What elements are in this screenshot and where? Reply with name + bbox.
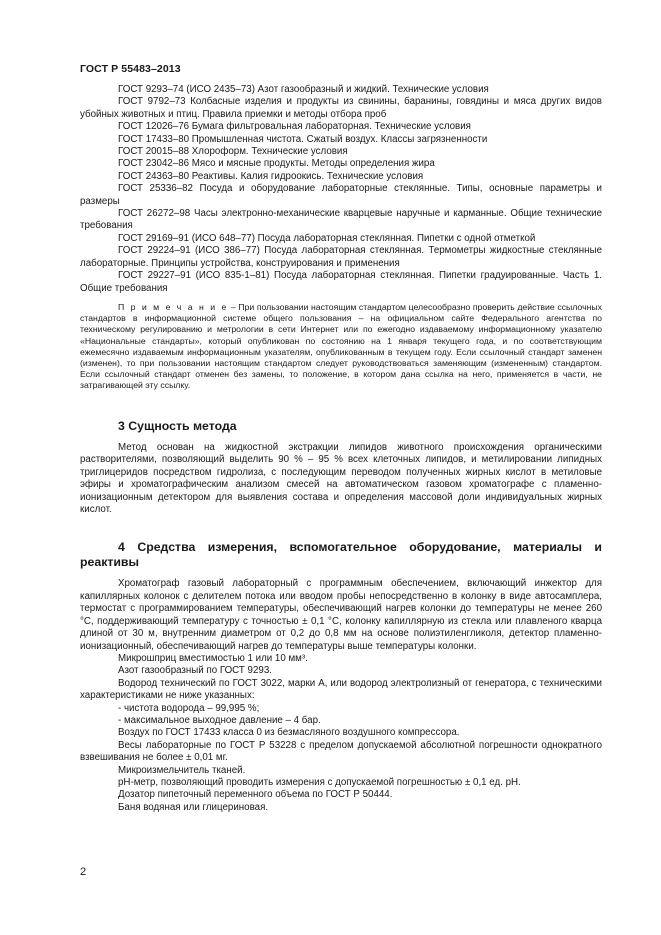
reference-item: ГОСТ 25336–82 Посуда и оборудование лабораторные стеклянные. Типы, основные параметры и размеры (80, 183, 602, 207)
equipment-item: Микрошприц вместимостью 1 или 10 мм³. (118, 652, 308, 664)
reference-item: ГОСТ 26272–98 Часы электронно-механические кварцевые наручные и карманные. Общие технические требования (80, 208, 602, 232)
standard-header: ГОСТ Р 55483–2013 (80, 63, 181, 75)
note-paragraph (80, 302, 602, 392)
reference-item: ГОСТ 9792–73 Колбасные изделия и продукты из свинины, баранины, говядины и мяса других видов убойных животных и птиц. Правила приемки и методы отбора проб (80, 96, 602, 120)
equipment-item: Водород технический по ГОСТ 3022, марки А, или водород электролизный от генератора, с техническими характеристиками не ниже указанных: (80, 677, 602, 702)
reference-item: ГОСТ 20015–88 Хлороформ. Технические условия (118, 146, 348, 158)
equipment-item: Микроизмельчитель тканей. (118, 764, 246, 776)
reference-item: ГОСТ 12026–76 Бумага фильтровальная лабораторная. Технические условия (118, 121, 471, 133)
reference-item: ГОСТ 24363–80 Реактивы. Калия гидроокись. Технические условия (118, 170, 424, 182)
page-content (80, 84, 602, 814)
equipment-item: Баня водяная или глицериновая. (118, 801, 269, 813)
equipment-item: - максимальное выходное давление – 4 бар. (118, 714, 321, 726)
equipment-item: Воздух по ГОСТ 17433 класса 0 из безмасляного воздушного компрессора. (118, 727, 460, 739)
reference-item: ГОСТ 17433–80 Промышленная чистота. Сжатый воздух. Классы загрязненности (118, 133, 488, 145)
note-label: П р и м е ч а н и е (118, 301, 229, 312)
section-3-text: Метод основан на жидкостной экстракции липидов животного происхождения органическими растворителями, позволяющий выделить 90 % – 95 % всех клеточных липидов, и метилировании липидных триглицеридов посредством гидролиза, с последующим переводом полученных жирных кислот в метиловые эфиры и хроматографическим анализом смесей на автоматическом газовом хроматографе с пламенно-ионизационным детектором для выявления состава и определения массовой доли индивидуальных жирных кислот. (80, 442, 602, 516)
equipment-list (80, 578, 602, 814)
reference-item: ГОСТ 23042–86 Мясо и мясные продукты. Методы определения жира (118, 158, 435, 170)
reference-item: ГОСТ 9293–74 (ИСО 2435–73) Азот газообразный и жидкий. Технические условия (118, 84, 489, 95)
equipment-item: Азот газообразный по ГОСТ 9293. (118, 665, 272, 677)
equipment-item: Дозатор пипеточный переменного объема по ГОСТ Р 50444. (118, 789, 393, 801)
section-4-title: 4 Средства измерения, вспомогательное оборудование, материалы и реактивы (80, 540, 602, 569)
reference-list (80, 84, 602, 295)
reference-item: ГОСТ 29224–91 (ИСО 386–77) Посуда лабораторная стеклянная. Термометры жидкостные стеклянные лабораторные. Принципы устройства, конструирования и применения (80, 245, 602, 269)
equipment-item: Хроматограф газовый лабораторный с программным обеспечением, включающий инжектор для капиллярных колонок с делителем потока или вводом пробы непосредственно в колонку в виде автосамплера, термостат с программированием температуры, обеспечивающий нагрев колонки до температуры не менее 260 °С, поддерживающий температуру с точностью ± 0,1 °С, колонку капиллярную из стекла или плавленого кварца длиной от 30 м, внутренним диаметром от 0,2 до 0,8 мм на основе полиэтиленгликоля, детектор пламенно-ионизационный, обеспечивающий нагрев до температуры выше температуры колонки. (80, 578, 602, 652)
equipment-item: - чистота водорода – 99,995 %; (118, 702, 260, 714)
page-number: 2 (80, 866, 87, 878)
equipment-item: рН-метр, позволяющий проводить измерения с допускаемой погрешностью ± 0,1 ед. рН. (118, 776, 521, 788)
equipment-item: Весы лабораторные по ГОСТ Р 53228 с пределом допускаемой абсолютной погрешности однократного взвешивания не более ± 0,01 мг. (80, 739, 602, 764)
note-text: – При пользовании настоящим стандартом целесообразно проверить действие ссылочных стандартов в информационной системе общего пользования – на официальном сайте Федерального агентства по техническому регулированию и метрологии в сети Интернет или по ежегодно издаваемому информационному указателю «Национальные стандарты», который опубликован по состоянию на 1 января текущего года, и по соответствующим ежемесячно издаваемым информационным указателям, опубликованным в текущем году. Если ссылочный стандарт заменен (изменен), то при пользовании настоящим стандартом следует руководствоваться заменяющим (измененным) стандартом. Если ссылочный стандарт отменен без замены, то положение, в котором дана ссылка на него, применяется в части, не затрагивающей эту ссылку. (80, 301, 602, 391)
section-3-title: 3 Сущность метода (118, 418, 237, 433)
reference-item: ГОСТ 29169–91 (ИСО 648–77) Посуда лабораторная стеклянная. Пипетки с одной отметкой (118, 232, 536, 244)
reference-item: ГОСТ 29227–91 (ИСО 835-1–81) Посуда лабораторная стеклянная. Пипетки градуированные. Часть 1. Общие требования (80, 270, 602, 294)
